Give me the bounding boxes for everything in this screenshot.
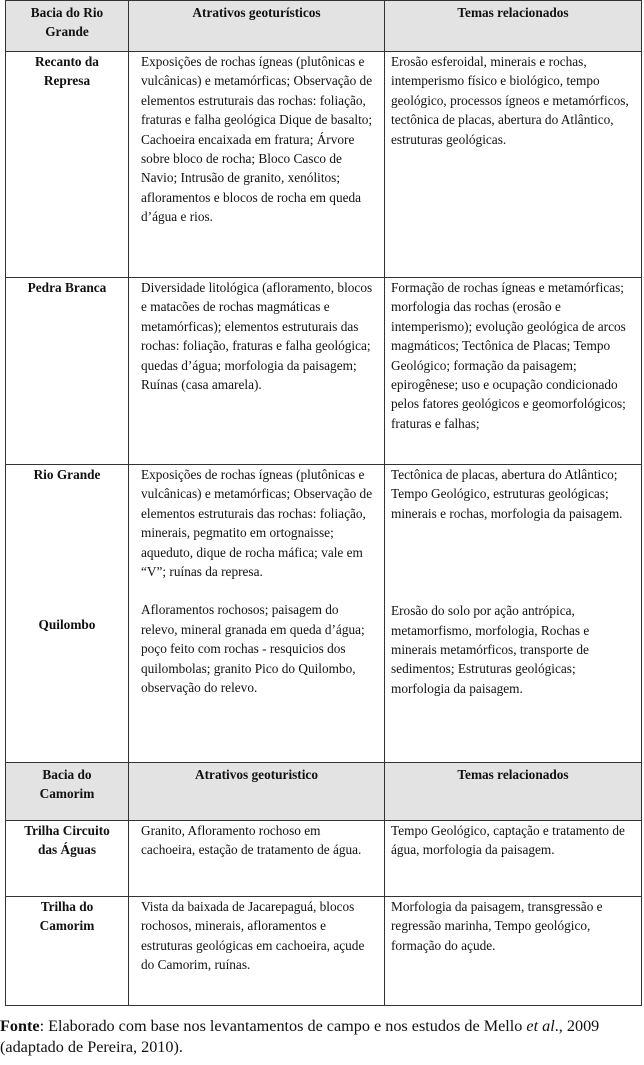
site-name: Quilombo xyxy=(38,617,96,633)
attractions-text: Exposições de rochas ígneas (plutônicas e vulcânicas) e metamórficas; Observação de elementos estruturais das rochas: foliação, fraturas e falha geológica Dique de basalto; Cachoeira encaixada em fratura; Árvore sobre bloco de rocha; Bloco Casco de Navio; Intrusão de granito, xenólitos; afloramentos e blocos de rocha em queda d’água e rios. xyxy=(141,54,373,225)
header-basin-rio-grande: Bacia do Rio Grande xyxy=(30,5,104,40)
site-name: Trilha Circuito das Águas xyxy=(24,823,110,858)
site-name: Rio Grande xyxy=(33,467,101,482)
themes-cell xyxy=(385,821,642,897)
themes-text: Erosão esferoidal, minerais e rochas, intemperismo físico e biológico, tempo geológico, processos ígneos e metamórficos, tectônica de placas, abertura do Atlântico, estruturas geológicas. xyxy=(391,54,629,147)
themes-text: Erosão do solo por ação antrópica, metamorfismo, morfologia, Rochas e minerais metamórficos, transporte de sedimentos; Estruturas geológicas; morfologia da paisagem. xyxy=(391,603,590,696)
themes-cell xyxy=(385,465,642,763)
header-row-camorim xyxy=(6,763,642,821)
attractions-text: Vista da baixada de Jacarepaguá, blocos rochosos, minerais, afloramentos e estruturas geológicas em cachoeira, açude do Camorim, ruínas. xyxy=(141,899,365,973)
source-italic: et al xyxy=(526,1017,555,1035)
geotourism-table xyxy=(5,0,642,1006)
source-text: : Elaborado com base nos levantamentos de campo e nos estudos de Mello xyxy=(39,1017,527,1035)
attractions-text: Diversidade litológica (afloramento, blocos e matacões de rochas magmáticas e metamórficas); elementos estruturais das rochas: foliação, fraturas e falha geológica; quedas d’água; morfologia da paisagem; Ruínas (casa amarela). xyxy=(141,280,373,393)
attractions-text: Granito, Afloramento rochoso em cachoeira, estação de tratamento de água. xyxy=(141,823,362,858)
attractions-cell xyxy=(129,465,385,763)
header-cell-themes xyxy=(385,763,642,821)
themes-cell xyxy=(385,278,642,465)
name-cell xyxy=(6,897,129,1006)
header-cell-attractions xyxy=(129,1,385,52)
name-cell xyxy=(6,278,129,465)
header-themes: Temas relacionados xyxy=(457,767,569,782)
source-label: Fonte xyxy=(0,1017,40,1035)
attractions-cell xyxy=(129,52,385,278)
table-row xyxy=(6,821,642,897)
themes-text: Tectônica de placas, abertura do Atlântico; Tempo Geológico, estruturas geológicas; minerais e rochas, morfologia da paisagem. xyxy=(391,467,623,521)
header-cell-themes xyxy=(385,1,642,52)
themes-cell xyxy=(385,897,642,1006)
header-cell-attractions xyxy=(129,763,385,821)
attractions-cell xyxy=(129,897,385,1006)
themes-text: Formação de rochas ígneas e metamórficas; morfologia das rochas (erosão e intemperismo); evolução geológica de arcos magmáticos; Tectônica de Placas; Tempo Geológico; formação da paisagem; epirogênese; uso e ocupação condicionado pelos fatores geológicos e geomorfológicos; fraturas e falhas; xyxy=(391,280,626,431)
themes-text: Tempo Geológico, captação e tratamento de água, morfologia da paisagem. xyxy=(391,823,625,858)
themes-cell xyxy=(385,52,642,278)
attractions-cell xyxy=(129,821,385,897)
table-row-merged xyxy=(6,465,642,763)
header-basin-camorim: Bacia do Camorim xyxy=(39,767,95,802)
table-row xyxy=(6,52,642,278)
header-row-rio-grande xyxy=(6,1,642,52)
name-cell xyxy=(6,465,129,763)
attractions-text: Exposições de rochas ígneas (plutônicas e vulcânicas) e metamórficas; Observação de elementos estruturais das rochas: foliação, minerais, pegmatito em ortognaisse; aqueduto, dique de rocha máfica; vale em “V”; ruínas da represa. xyxy=(141,467,373,580)
site-name: Pedra Branca xyxy=(27,280,107,295)
header-cell-basin xyxy=(6,763,129,821)
table-row xyxy=(6,278,642,465)
source-note xyxy=(0,1016,640,1057)
source-text-end: ., 2009 (adaptado de Pereira, 2010). xyxy=(0,1017,600,1056)
site-name: Recanto da Represa xyxy=(35,54,99,89)
name-cell xyxy=(6,821,129,897)
header-themes: Temas relacionados xyxy=(457,5,569,20)
header-attractions: Atrativos geoturísticos xyxy=(192,5,321,20)
table-row xyxy=(6,897,642,1006)
attractions-cell xyxy=(129,278,385,465)
themes-text: Morfologia da paisagem, transgressão e regressão marinha, Tempo geológico, formação do açude. xyxy=(391,899,603,953)
header-cell-basin xyxy=(6,1,129,52)
site-name: Trilha do Camorim xyxy=(39,899,95,934)
attractions-text: Afloramentos rochosos; paisagem do relevo, mineral granada em queda d’água; poço feito com rochas - resquicios dos quilombolas; granito Pico do Quilombo, observação do relevo. xyxy=(141,602,365,696)
name-cell xyxy=(6,52,129,278)
header-attractions: Atrativos geoturistico xyxy=(195,767,318,782)
